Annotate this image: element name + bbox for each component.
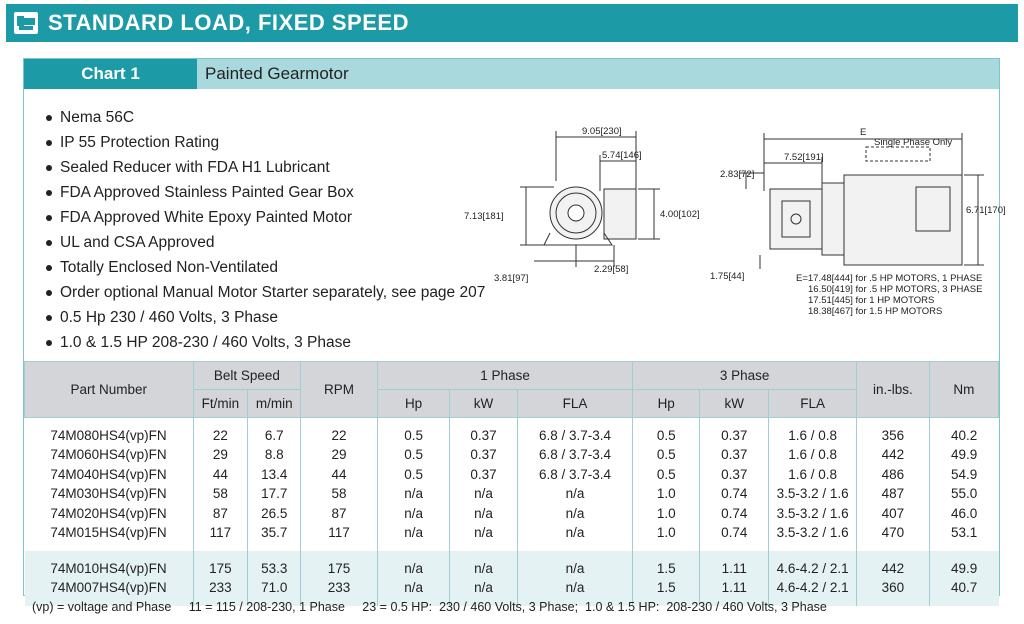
bullet-icon: [46, 240, 52, 246]
page-title: STANDARD LOAD, FIXED SPEED: [48, 10, 409, 35]
col-1p-hp: Hp: [377, 390, 449, 418]
table-cell: 26.5: [248, 504, 301, 524]
spacer-cell: [25, 543, 194, 551]
bullet-icon: [46, 140, 52, 146]
feature-item: Totally Enclosed Non-Ventilated: [46, 255, 486, 280]
chart-subtitle: Painted Gearmotor: [197, 59, 999, 89]
table-cell: 233: [193, 578, 248, 598]
table-cell: 0.5: [633, 465, 700, 485]
table-row: [25, 504, 999, 524]
spacer-cell: [857, 418, 930, 426]
table-cell: 1.11: [700, 578, 769, 598]
spec-table: [24, 361, 999, 606]
dim-side-note: 16.50[419] for .5 HP MOTORS, 3 PHASE: [808, 284, 983, 295]
table-cell: n/a: [450, 484, 517, 504]
table-cell: n/a: [377, 559, 449, 579]
table-cell: n/a: [377, 523, 449, 543]
table-cell: 74M030HS4(vp)FN: [25, 484, 194, 504]
bullet-icon: [46, 190, 52, 196]
table-cell: 486: [857, 465, 930, 485]
spacer-cell: [193, 543, 248, 551]
table-cell: 49.9: [929, 445, 998, 465]
table-cell: 87: [301, 504, 378, 524]
row-spacer: [25, 543, 999, 551]
table-row: [25, 559, 999, 579]
table-row: [25, 578, 999, 598]
dim-side-height: 6.71[170]: [966, 205, 1006, 216]
spacer-cell: [929, 418, 998, 426]
dim-front-offset: 5.74[146]: [602, 150, 642, 161]
feature-item: UL and CSA Approved: [46, 230, 486, 255]
table-cell: 175: [301, 559, 378, 579]
dim-side-overall: E: [860, 127, 867, 138]
spacer-cell: [301, 543, 378, 551]
table-cell: 46.0: [929, 504, 998, 524]
chart-label: Chart 1: [24, 59, 197, 89]
table-cell: 3.5-3.2 / 1.6: [769, 484, 857, 504]
col-3p-kw: kW: [700, 390, 769, 418]
feature-item: FDA Approved Stainless Painted Gear Box: [46, 180, 486, 205]
table-cell: 53.3: [248, 559, 301, 579]
table-cell: 4.6-4.2 / 2.1: [769, 559, 857, 579]
row-spacer: [25, 418, 999, 426]
spacer-cell: [517, 543, 633, 551]
table-cell: 3.5-3.2 / 1.6: [769, 523, 857, 543]
table-cell: 29: [193, 445, 248, 465]
col-rpm: RPM: [301, 362, 378, 418]
table-cell: 74M015HS4(vp)FN: [25, 523, 194, 543]
col-in-lbs: in.-lbs.: [857, 362, 930, 418]
dim-front-base-left: 3.81[97]: [494, 273, 529, 284]
dim-side-bottom: 1.75[44]: [710, 271, 745, 282]
spacer-cell: [377, 551, 449, 559]
spacer-cell: [25, 551, 194, 559]
spacer-cell: [857, 543, 930, 551]
row-spacer: [25, 551, 999, 559]
dim-front-height: 7.13[181]: [464, 211, 504, 222]
dim-front-base-right: 2.29[58]: [594, 264, 629, 275]
section-banner: [6, 4, 1018, 42]
table-cell: 53.1: [929, 523, 998, 543]
table-cell: 6.8 / 3.7-3.4: [517, 445, 633, 465]
table-cell: 0.5: [633, 445, 700, 465]
table-cell: 40.7: [929, 578, 998, 598]
table-cell: 1.11: [700, 559, 769, 579]
dim-side-single-phase: Single Phase Only: [874, 137, 953, 148]
spacer-cell: [633, 418, 700, 426]
col-m-min: m/min: [248, 390, 301, 418]
table-cell: 74M010HS4(vp)FN: [25, 559, 194, 579]
table-cell: 6.8 / 3.7-3.4: [517, 465, 633, 485]
spacer-cell: [857, 598, 930, 606]
dim-side-note: E=17.48[444] for .5 HP MOTORS, 1 PHASE: [796, 273, 983, 284]
dim-side-length: 7.52[191]: [784, 152, 824, 163]
table-cell: 117: [193, 523, 248, 543]
footnote: (vp) = voltage and Phase 11 = 115 / 208-230, 1 Phase 23 = 0.5 HP: 230 / 460 Volts, 3 Phase; 1.0 & 1.5 HP: 208-230 / 460 Volts, 3 Phase: [32, 600, 827, 614]
table-cell: n/a: [450, 504, 517, 524]
col-1p-kw: kW: [450, 390, 517, 418]
table-cell: 442: [857, 559, 930, 579]
spacer-cell: [248, 543, 301, 551]
table-cell: 360: [857, 578, 930, 598]
spacer-cell: [193, 551, 248, 559]
spacer-cell: [450, 551, 517, 559]
spacer-cell: [301, 418, 378, 426]
table-cell: 13.4: [248, 465, 301, 485]
spacer-cell: [248, 418, 301, 426]
table-cell: 1.6 / 0.8: [769, 465, 857, 485]
table-cell: 74M080HS4(vp)FN: [25, 426, 194, 446]
col-1p-fla: FLA: [517, 390, 633, 418]
table-cell: 74M020HS4(vp)FN: [25, 504, 194, 524]
spacer-cell: [25, 418, 194, 426]
spacer-cell: [700, 543, 769, 551]
table-cell: 17.7: [248, 484, 301, 504]
table-cell: 3.5-3.2 / 1.6: [769, 504, 857, 524]
table-cell: 40.2: [929, 426, 998, 446]
dim-side-top: 2.83[72]: [720, 169, 755, 180]
table-cell: n/a: [517, 578, 633, 598]
table-cell: 356: [857, 426, 930, 446]
col-3-phase: 3 Phase: [633, 362, 857, 390]
feature-item: Nema 56C: [46, 105, 486, 130]
table-cell: n/a: [377, 578, 449, 598]
col-3p-hp: Hp: [633, 390, 700, 418]
spacer-cell: [633, 551, 700, 559]
table-cell: 1.5: [633, 578, 700, 598]
table-cell: 6.8 / 3.7-3.4: [517, 426, 633, 446]
table-cell: n/a: [517, 559, 633, 579]
table-cell: 1.5: [633, 559, 700, 579]
table-cell: 0.5: [377, 465, 449, 485]
chart-header: [24, 59, 999, 89]
feature-item: FDA Approved White Epoxy Painted Motor: [46, 205, 486, 230]
spacer-cell: [929, 551, 998, 559]
table-cell: 1.6 / 0.8: [769, 426, 857, 446]
table-cell: 71.0: [248, 578, 301, 598]
table-row: [25, 465, 999, 485]
table-cell: 22: [193, 426, 248, 446]
table-cell: 8.8: [248, 445, 301, 465]
chart-panel: [23, 58, 1006, 596]
table-row: [25, 484, 999, 504]
bullet-icon: [46, 265, 52, 271]
spacer-cell: [450, 543, 517, 551]
dim-front-width: 9.05[230]: [582, 126, 622, 137]
bullet-icon: [46, 215, 52, 221]
spacer-cell: [929, 543, 998, 551]
table-cell: 0.37: [700, 426, 769, 446]
table-cell: 4.6-4.2 / 2.1: [769, 578, 857, 598]
table-cell: 117: [301, 523, 378, 543]
spacer-cell: [193, 418, 248, 426]
col-belt-speed: Belt Speed: [193, 362, 301, 390]
table-cell: 44: [193, 465, 248, 485]
spacer-cell: [700, 551, 769, 559]
col-1-phase: 1 Phase: [377, 362, 632, 390]
dimension-drawings: [464, 121, 1006, 331]
dim-side-note: 17.51[445] for 1 HP MOTORS: [808, 295, 935, 306]
table-cell: n/a: [450, 559, 517, 579]
table-cell: 55.0: [929, 484, 998, 504]
spacer-cell: [517, 418, 633, 426]
table-cell: 1.0: [633, 484, 700, 504]
table-cell: 175: [193, 559, 248, 579]
spacer-cell: [929, 598, 998, 606]
bullet-icon: [46, 290, 52, 296]
table-group-1: [25, 418, 999, 551]
table-cell: 74M060HS4(vp)FN: [25, 445, 194, 465]
table-cell: 87: [193, 504, 248, 524]
table-cell: 6.7: [248, 426, 301, 446]
spacer-cell: [769, 543, 857, 551]
table-cell: n/a: [377, 504, 449, 524]
feature-item: 1.0 & 1.5 HP 208-230 / 460 Volts, 3 Phase: [46, 330, 486, 355]
table-cell: 1.0: [633, 523, 700, 543]
table-cell: n/a: [517, 504, 633, 524]
table-cell: 0.37: [450, 445, 517, 465]
table-cell: n/a: [517, 523, 633, 543]
table-cell: 0.74: [700, 504, 769, 524]
table-cell: 0.37: [700, 445, 769, 465]
spacer-cell: [517, 551, 633, 559]
feature-item: Sealed Reducer with FDA H1 Lubricant: [46, 155, 486, 180]
feature-item: Order optional Manual Motor Starter separately, see page 207: [46, 280, 486, 305]
table-cell: 35.7: [248, 523, 301, 543]
col-nm: Nm: [929, 362, 998, 418]
dim-front-shaft: 4.00[102]: [660, 209, 700, 220]
table-cell: 54.9: [929, 465, 998, 485]
table-cell: 0.5: [377, 426, 449, 446]
table-cell: n/a: [450, 578, 517, 598]
table-row: [25, 426, 999, 446]
table-cell: 74M040HS4(vp)FN: [25, 465, 194, 485]
table-cell: 0.5: [633, 426, 700, 446]
table-cell: 29: [301, 445, 378, 465]
dim-side-note: 18.38[467] for 1.5 HP MOTORS: [808, 306, 943, 317]
spacer-cell: [248, 551, 301, 559]
col-part-number: Part Number: [25, 362, 194, 418]
table-cell: 49.9: [929, 559, 998, 579]
bullet-icon: [46, 340, 52, 346]
table-cell: n/a: [450, 523, 517, 543]
spacer-cell: [769, 418, 857, 426]
table-cell: 1.0: [633, 504, 700, 524]
table-cell: 58: [193, 484, 248, 504]
table-cell: 74M007HS4(vp)FN: [25, 578, 194, 598]
spacer-cell: [301, 551, 378, 559]
feature-list: [46, 105, 486, 355]
motor-icon: [14, 12, 38, 34]
table-cell: 0.74: [700, 484, 769, 504]
spacer-cell: [377, 418, 449, 426]
table-group-2: [25, 551, 999, 606]
table-cell: 58: [301, 484, 378, 504]
spacer-cell: [633, 543, 700, 551]
spacer-cell: [700, 418, 769, 426]
table-cell: 442: [857, 445, 930, 465]
table-cell: 0.37: [700, 465, 769, 485]
table-cell: n/a: [517, 484, 633, 504]
table-cell: 0.37: [450, 465, 517, 485]
table-row: [25, 445, 999, 465]
table-cell: 0.37: [450, 426, 517, 446]
bullet-icon: [46, 115, 52, 121]
table-cell: 233: [301, 578, 378, 598]
bullet-icon: [46, 315, 52, 321]
table-row: [25, 523, 999, 543]
table-cell: 44: [301, 465, 378, 485]
bullet-icon: [46, 165, 52, 171]
table-cell: n/a: [377, 484, 449, 504]
table-cell: 470: [857, 523, 930, 543]
table-cell: 22: [301, 426, 378, 446]
side-view-drawing: [740, 133, 984, 269]
table-cell: 1.6 / 0.8: [769, 445, 857, 465]
spacer-cell: [450, 418, 517, 426]
table-cell: 487: [857, 484, 930, 504]
feature-item: IP 55 Protection Rating: [46, 130, 486, 155]
table-cell: 407: [857, 504, 930, 524]
table-cell: 0.74: [700, 523, 769, 543]
col-ft-min: Ft/min: [193, 390, 248, 418]
spacer-cell: [769, 551, 857, 559]
col-3p-fla: FLA: [769, 390, 857, 418]
spacer-cell: [377, 543, 449, 551]
table-cell: 0.5: [377, 445, 449, 465]
spacer-cell: [857, 551, 930, 559]
feature-item: 0.5 Hp 230 / 460 Volts, 3 Phase: [46, 305, 486, 330]
